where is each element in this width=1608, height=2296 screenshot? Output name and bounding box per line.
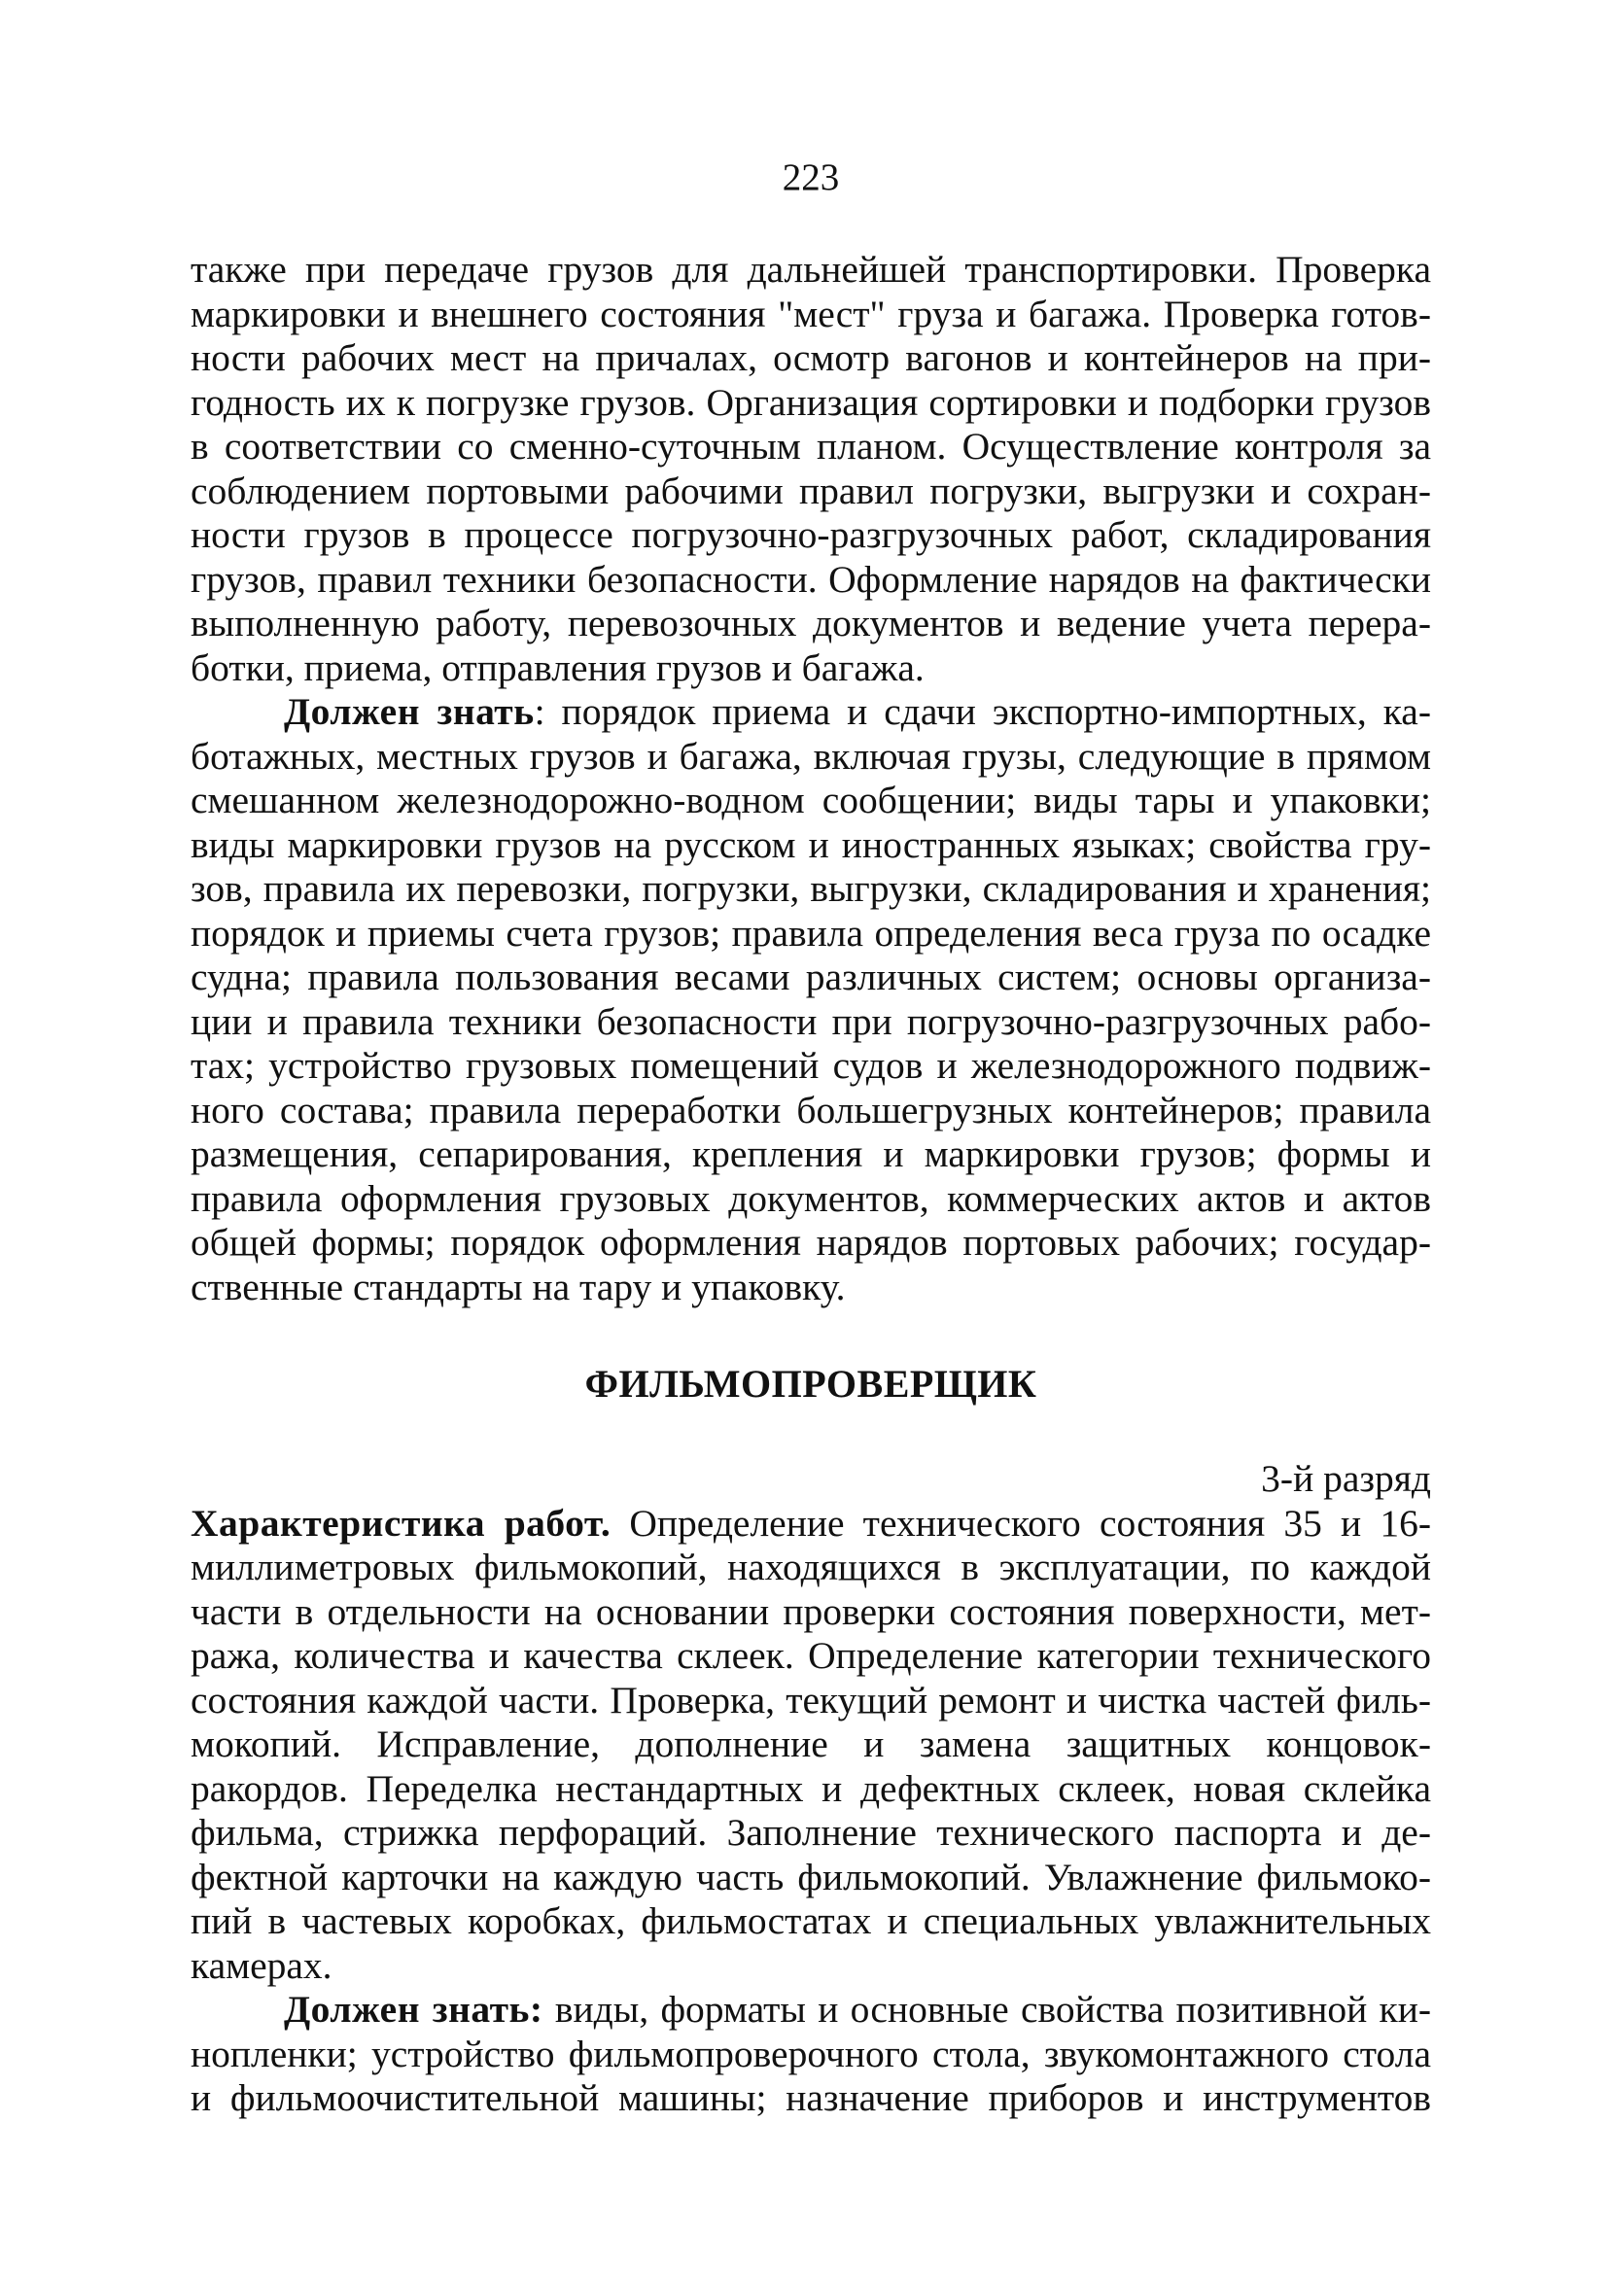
document-page (191, 156, 1431, 2121)
paragraph-characteristic (191, 1502, 1431, 1989)
paragraph-text: виды, форматы и основные свойства позитивной кинопленки; устройство фильмопроверочного стола, звукомонтажного стола и фильмоочистительной машины; назначение приборов и инструментов (191, 1988, 1431, 2119)
grade-label: 3-й разряд (1261, 1457, 1431, 1500)
paragraph-text: Определение технического состояния 35 и 16-миллиметровых фильмокопий, находящихся в эксплуатации, по каждой части в отдельности на основании проверки состояния поверхности, метража, количества и качества склеек. Определение категории технического состояния каждой части. Проверка, текущий ремонт и чистка частей фильмокопий. Исправление, дополнение и замена защитных концовок-ракордов. Переделка нестандартных и дефектных склеек, новая склейка фильма, стрижка перфораций. Заполнение технического паспорта и дефектной карточки на каждую часть фильмокопий. Увлажнение фильмокопий в частевых коробках, фильмостатах и специальных увлажнительных камерах. (191, 1501, 1431, 1987)
lead-must-know-1: Должен знать (284, 690, 535, 733)
lead-must-know-2: Должен знать: (284, 1988, 543, 2031)
page-number: 223 (782, 157, 840, 198)
lead-characteristic: Характеристика работ. (191, 1501, 612, 1545)
section-title: ФИЛЬМОПРОВЕРЩИК (584, 1362, 1037, 1406)
paragraph-must-know-2 (191, 1988, 1431, 2121)
paragraph-text: : порядок приема и сдачи экспортно-импортных, каботажных, местных грузов и багажа, включая грузы, следующие в прямом смешанном железнодорожно-водном сообщении; виды тары и упаковки; виды маркировки грузов на русском и иностранных языках; свойства грузов, правила их перевозки, погрузки, выгрузки, складирования и хранения; порядок и приемы счета грузов; правила определения веса груза по осадке судна; правила пользования весами различных систем; основы организации и правила техники безопасности при погрузочно-разгрузочных работах; устройство грузовых помещений судов и железнодорожного подвижного состава; правила переработки большегрузных контейнеров; правила размещения, сепарирования, крепления и маркировки грузов; формы и правила оформления грузовых документов, коммерческих актов и актов общей формы; порядок оформления нарядов портовых рабочих; государственные стандарты на тару и упаковку. (191, 690, 1431, 1308)
paragraph-must-know-1 (191, 690, 1431, 1309)
paragraph-text: также при передаче грузов для дальнейшей транспортировки. Проверка маркировки и внешнего состояния "мест" груза и багажа. Проверка готовности рабочих мест на причалах, осмотр вагонов и контейнеров на пригодность их к погрузке грузов. Организация сортировки и подборки грузов в соответствии со сменно-суточным планом. Осуществление контроля за соблюдением портовыми рабочими правил погрузки, выгрузки и сохранности грузов в процессе погрузочно-разгрузочных работ, складирования грузов, правил техники безопасности. Оформление нарядов на фактически выполненную работу, перевозочных документов и ведение учета переработки, приема, отправления грузов и багажа. (191, 248, 1431, 689)
paragraph-continuation (191, 248, 1431, 690)
